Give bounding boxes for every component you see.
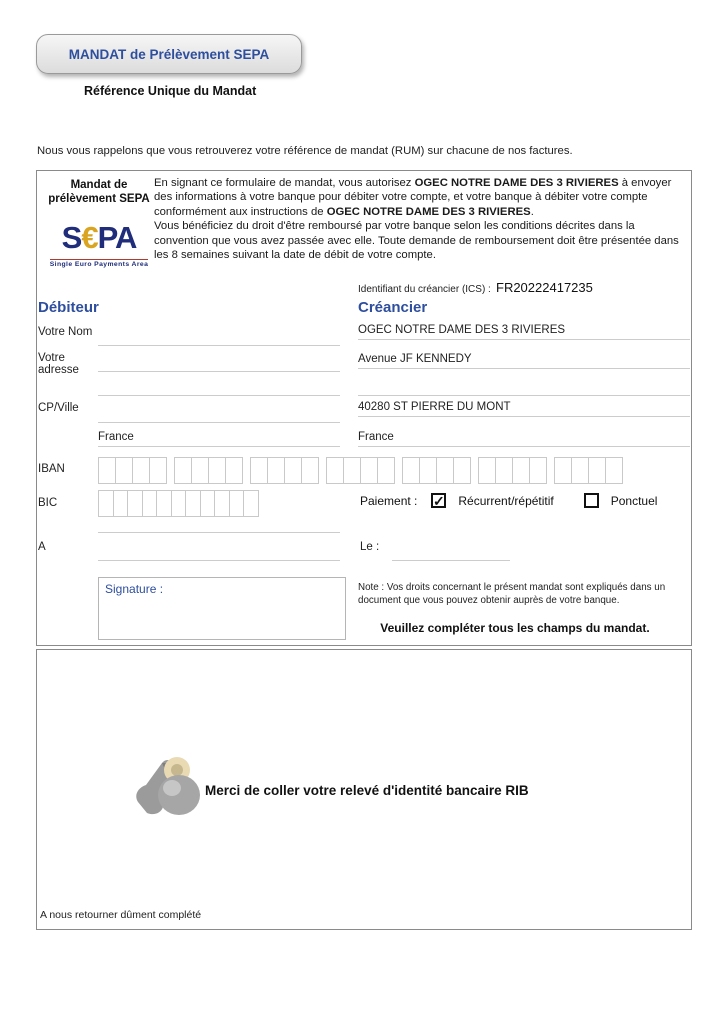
iban-char-box[interactable] xyxy=(571,457,589,484)
sepa-mandate-label: Mandat de prélèvement SEPA xyxy=(48,179,150,206)
debtor-name-field[interactable] xyxy=(98,330,340,346)
ponctuel-label: Ponctuel xyxy=(610,493,658,508)
euro-icon: € xyxy=(81,220,98,255)
iban-char-box[interactable] xyxy=(419,457,437,484)
creditor-zip-city-value: 40280 ST PIERRE DU MONT xyxy=(358,401,690,417)
bic-char-box[interactable] xyxy=(214,490,230,517)
creditor-name-bold: OGEC NOTRE DAME DES 3 RIVIERES xyxy=(326,205,531,218)
bic-char-box[interactable] xyxy=(127,490,143,517)
creditor-name-value: OGEC NOTRE DAME DES 3 RIVIERES xyxy=(358,324,690,340)
signature-label: Signature : xyxy=(105,582,164,596)
iban-box-group xyxy=(402,457,471,484)
unique-mandate-reference-label: Référence Unique du Mandat xyxy=(84,84,257,98)
iban-char-box[interactable] xyxy=(174,457,192,484)
iban-char-box[interactable] xyxy=(377,457,395,484)
iban-char-box[interactable] xyxy=(191,457,209,484)
debtor-name-label: Votre Nom xyxy=(38,326,93,338)
recurrent-label: Récurrent/répétitif xyxy=(458,493,554,508)
payment-type-row xyxy=(360,493,657,508)
return-completed-note: A nous retourner dûment complété xyxy=(40,909,202,921)
payment-label: Paiement : xyxy=(360,493,418,508)
sepa-logo-caption: Single Euro Payments Area xyxy=(49,261,149,268)
bic-char-box[interactable] xyxy=(98,490,114,517)
bic-char-box[interactable] xyxy=(142,490,158,517)
paste-rib-instruction: Merci de coller votre relevé d'identité bancaire RIB xyxy=(205,783,529,798)
bic-boxes[interactable] xyxy=(98,490,259,517)
iban-char-box[interactable] xyxy=(436,457,454,484)
iban-box-group xyxy=(326,457,395,484)
bic-char-box[interactable] xyxy=(113,490,129,517)
debtor-country-value: France xyxy=(98,431,340,447)
mandate-title-banner xyxy=(36,34,302,74)
creditor-country-value: France xyxy=(358,431,690,447)
debtor-zip-city-label: CP/Ville xyxy=(38,402,79,414)
place-label: A xyxy=(38,541,46,553)
sepa-logo-wordmark: S€PA xyxy=(61,220,137,255)
iban-box-group xyxy=(554,457,623,484)
refund-rights-paragraph: Vous bénéficiez du droit d'être remboursé par votre banque selon les conditions décrites dans la convention que vous avez passée avec elle. Toute demande de remboursement doit être présentée dans les 8 semaines suivant la date de débit de votre compte. xyxy=(154,220,679,262)
iban-char-box[interactable] xyxy=(554,457,572,484)
iban-box-group xyxy=(98,457,167,484)
iban-box-group xyxy=(478,457,547,484)
iban-char-box[interactable] xyxy=(529,457,547,484)
iban-char-box[interactable] xyxy=(149,457,167,484)
iban-char-box[interactable] xyxy=(343,457,361,484)
debtor-address-field-line2[interactable] xyxy=(98,380,340,396)
bic-box-group xyxy=(98,490,259,517)
iban-char-box[interactable] xyxy=(605,457,623,484)
ics-value: FR20222417235 xyxy=(496,280,593,295)
iban-char-box[interactable] xyxy=(267,457,285,484)
iban-char-box[interactable] xyxy=(453,457,471,484)
debtor-heading: Débiteur xyxy=(38,299,99,316)
sepa-logo xyxy=(44,222,154,271)
iban-char-box[interactable] xyxy=(478,457,496,484)
rights-note: Note : Vos droits concernant le présent mandat sont expliqués dans un document que vous pouvez obtenir auprès de votre banque. xyxy=(358,582,666,607)
debtor-zip-city-field[interactable] xyxy=(98,406,340,423)
iban-box-group xyxy=(174,457,243,484)
date-field[interactable] xyxy=(392,545,510,561)
complete-all-fields-note: Veuillez compléter tous les champs du mandat. xyxy=(380,621,650,635)
creditor-heading: Créancier xyxy=(358,299,428,316)
debtor-address-label: Votre adresse xyxy=(38,352,79,376)
creditor-address-value: Avenue JF KENNEDY xyxy=(358,353,690,369)
iban-boxes[interactable] xyxy=(98,457,623,484)
iban-char-box[interactable] xyxy=(588,457,606,484)
iban-char-box[interactable] xyxy=(512,457,530,484)
debtor-extra-field[interactable] xyxy=(98,517,340,533)
creditor-address-line2 xyxy=(358,380,690,396)
authorization-paragraph: En signant ce formulaire de mandat, vous autorisez OGEC NOTRE DAME DES 3 RIVIERES à envoyer des informations à votre banque pour débiter votre compte, et votre banque à débiter votre compte conformément aux instructions de OGEC NOTRE DAME DES 3 RIVIERES. Vous bénéficiez du droit d'être remboursé par votre banque selon les conditions décrites dans la convention que vous avez passée avec elle. Toute demande de remboursement doit être présentée dans les 8 semaines suivant la date de débit de votre compte. xyxy=(154,177,679,262)
iban-char-box[interactable] xyxy=(208,457,226,484)
iban-char-box[interactable] xyxy=(132,457,150,484)
bic-char-box[interactable] xyxy=(171,490,187,517)
iban-char-box[interactable] xyxy=(115,457,133,484)
creditor-name-bold: OGEC NOTRE DAME DES 3 RIVIERES xyxy=(414,177,619,189)
ponctuel-checkbox[interactable] xyxy=(584,493,599,508)
iban-char-box[interactable] xyxy=(301,457,319,484)
tape-dispenser-icon xyxy=(133,752,203,823)
mandate-title-text: MANDAT de Prélèvement SEPA xyxy=(68,46,270,62)
bic-char-box[interactable] xyxy=(185,490,201,517)
place-field[interactable] xyxy=(98,545,340,561)
iban-label: IBAN xyxy=(38,463,65,475)
debtor-address-field-line1[interactable] xyxy=(98,356,340,372)
bic-char-box[interactable] xyxy=(156,490,172,517)
iban-char-box[interactable] xyxy=(284,457,302,484)
rum-reminder-text: Nous vous rappelons que vous retrouverez votre référence de mandat (RUM) sur chacune de nos factures. xyxy=(37,145,573,157)
bic-char-box[interactable] xyxy=(200,490,216,517)
bic-char-box[interactable] xyxy=(229,490,245,517)
signature-area[interactable] xyxy=(98,577,346,640)
iban-box-group xyxy=(250,457,319,484)
iban-char-box[interactable] xyxy=(360,457,378,484)
iban-char-box[interactable] xyxy=(225,457,243,484)
ics-label: Identifiant du créancier (ICS) : xyxy=(358,284,491,295)
recurrent-checkbox[interactable]: ✓ xyxy=(433,492,445,509)
bic-char-box[interactable] xyxy=(243,490,259,517)
iban-char-box[interactable] xyxy=(495,457,513,484)
iban-char-box[interactable] xyxy=(402,457,420,484)
iban-char-box[interactable] xyxy=(98,457,116,484)
iban-char-box[interactable] xyxy=(326,457,344,484)
date-label: Le : xyxy=(360,541,380,553)
bic-label: BIC xyxy=(38,497,58,509)
iban-char-box[interactable] xyxy=(250,457,268,484)
